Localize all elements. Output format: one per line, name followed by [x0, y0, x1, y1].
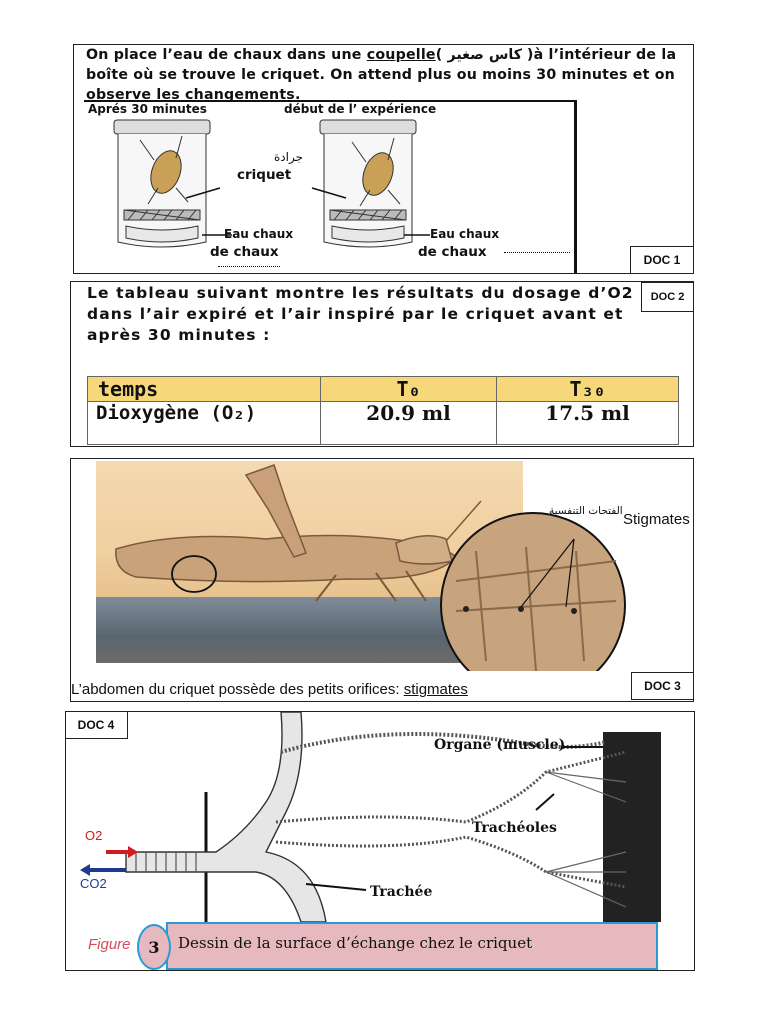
- experiment-jars-drawing: [84, 102, 574, 274]
- value-t0: 20.9 ml: [321, 402, 497, 445]
- label-de-chaux-right: de chaux: [418, 244, 487, 260]
- doc1-panel: [73, 44, 694, 274]
- doc3-caption: [71, 681, 468, 698]
- figure-caption-box: [166, 922, 658, 970]
- label-stigmates: Stigmates: [623, 511, 690, 528]
- jar-start: [320, 120, 416, 247]
- label-organe-muscle: Organe (muscle): [434, 737, 566, 753]
- figure-number-badge: 3: [137, 924, 171, 970]
- label-tracheoles: Trachéoles: [472, 820, 557, 836]
- label-eau-chaux-right: Eau chaux: [430, 227, 500, 241]
- doc2-intro: Le tableau suivant montre les résultats du dosage d’O2 dans l’air expiré et l’air inspiré par le criquet avant et après 30 minutes :: [87, 284, 634, 344]
- doc3-tag: DOC 3: [631, 672, 694, 700]
- label-arabic-criquet: جرادة: [274, 150, 304, 164]
- value-t30: 17.5 ml: [497, 402, 679, 445]
- doc1-instructions: [86, 45, 686, 105]
- doc1-experiment-figure: [84, 100, 577, 274]
- label-co2: CO2: [80, 876, 107, 891]
- doc1-tag: DOC 1: [630, 246, 694, 274]
- table-row-dioxygene: [88, 402, 679, 445]
- label-criquet: criquet: [237, 167, 292, 183]
- figure-caption-text: Dessin de la surface d’échange chez le criquet: [178, 934, 533, 952]
- header-t0: T₀: [321, 377, 497, 402]
- label-arabic-stigmates: الفتحات التنفسية: [549, 505, 623, 517]
- figure-word: Figure: [88, 936, 131, 953]
- table-header-row: [88, 377, 679, 402]
- label-experiment-start: début de l’ expérience: [284, 102, 437, 116]
- row-label-dioxygene: Dioxygène (O₂): [88, 402, 321, 445]
- doc1-intro-underlined: coupelle: [366, 47, 436, 63]
- label-trachee: Trachée: [370, 884, 433, 900]
- jar-after-30min: [114, 120, 210, 247]
- doc2-tag: DOC 2: [641, 282, 694, 312]
- doc3-panel: [70, 458, 694, 702]
- label-de-chaux-left: de chaux: [210, 244, 279, 260]
- doc1-intro-part1: On place l’eau de chaux dans une: [86, 47, 367, 63]
- oxygen-dosage-table: [87, 376, 679, 445]
- doc1-intro-part2: ( كاس صغير )à l’intérieur de la boîte où se trouve le criquet. On attend plus ou moins 30 minutes et on observe les changements.: [86, 47, 677, 103]
- muscle-block: [603, 732, 661, 922]
- header-t30: T₃₀: [497, 377, 679, 402]
- label-after-30min: Aprés 30 minutes: [88, 102, 207, 116]
- label-eau-chaux-left: Eau chaux: [224, 227, 294, 241]
- grasshopper-drawing: [96, 461, 694, 671]
- answer-blank-right: [504, 252, 570, 253]
- doc4-panel: [65, 711, 695, 971]
- label-o2: O2: [85, 828, 103, 843]
- doc3-caption-part1: L’abdomen du criquet possède des petits orifices:: [71, 681, 404, 698]
- doc3-caption-underlined: stigmates: [403, 681, 468, 698]
- answer-blank-left: [218, 266, 280, 267]
- doc4-tag: DOC 4: [65, 711, 128, 739]
- doc2-panel: [70, 281, 694, 447]
- header-temps: temps: [88, 377, 321, 402]
